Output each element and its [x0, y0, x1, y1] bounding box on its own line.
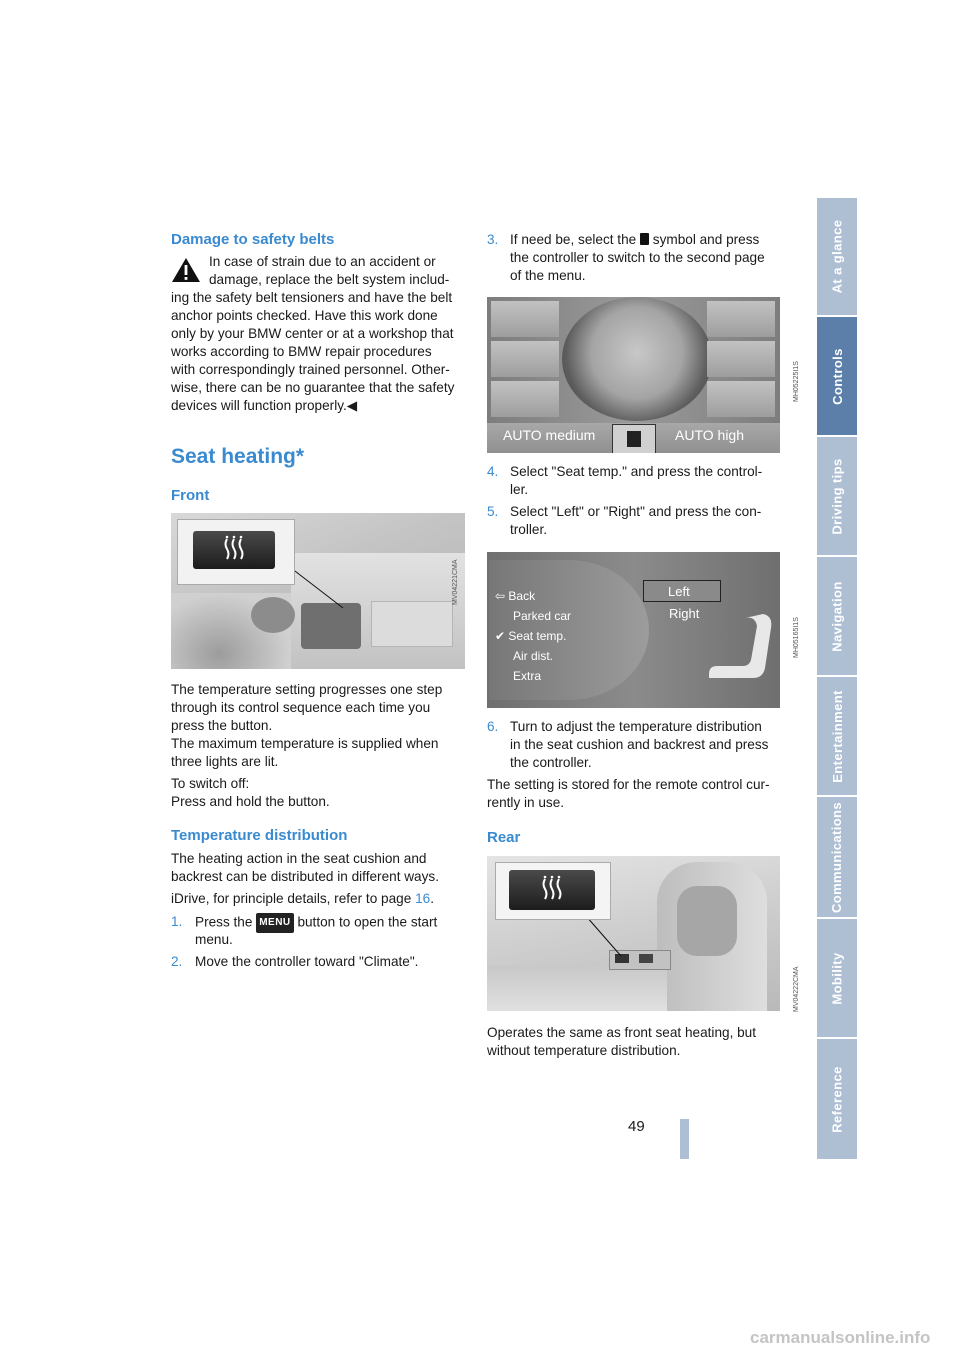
seat-heat-wave-icon [193, 531, 275, 569]
page-marker [680, 1119, 689, 1159]
warning-line-1: In case of strain due to an accident or [209, 254, 436, 269]
step-6-line-1: Turn to adjust the temperature distribution [510, 719, 762, 734]
temp-para-line-2: backrest can be distributed in different ways. [171, 869, 439, 884]
warning-line-9: devices will function properly.◀ [171, 398, 358, 413]
seat-icon [707, 614, 773, 684]
warning-line-2: damage, replace the belt system includ- [209, 272, 450, 287]
front-para2-line-2: Press and hold the button. [171, 794, 330, 809]
rear-seat-heating-photo [487, 856, 780, 1011]
air-middle-icon [491, 341, 559, 377]
page-symbol-tile [612, 424, 656, 453]
step-1-line-2: menu. [195, 932, 233, 947]
step-3-line-2: the controller to switch to the second page [510, 250, 765, 265]
back-arrow-icon: ⇦ [495, 589, 509, 603]
menu-item-parked-car[interactable]: Parked car [513, 609, 572, 623]
page-number: 49 [628, 1118, 645, 1135]
menu-item-extra[interactable]: Extra [513, 669, 542, 683]
tab-controls[interactable]: Controls [817, 317, 857, 435]
idrive-reference: iDrive, for principle details, refer to page 16. [171, 891, 434, 906]
step-2-number: 2. [171, 954, 183, 969]
front-para1-line-5: three lights are lit. [171, 754, 279, 769]
tab-mobility[interactable]: Mobility [817, 919, 857, 1037]
warning-icon [171, 257, 201, 283]
step-6-number: 6. [487, 719, 499, 734]
screen2-code: MH05165I1S [793, 617, 800, 658]
step-3-pre: If need be, select the [510, 232, 637, 247]
front-para1-line-2: through its control sequence each time you [171, 700, 431, 715]
auto-medium-label: AUTO medium [503, 427, 596, 443]
idrive-text: iDrive, for principle details, refer to page [171, 891, 412, 906]
step-3-line-1 [510, 231, 790, 249]
warning-line-7: with correspondingly trained personnel. Other- [171, 362, 450, 377]
step-5-number: 5. [487, 504, 499, 519]
option-left[interactable]: Left [643, 580, 721, 602]
step-4-number: 4. [487, 464, 499, 479]
seat-heating-heading: Seat heating* [171, 445, 305, 468]
menu-item-seat-temp[interactable]: ✔ Seat temp. [495, 629, 567, 643]
step-3-post: symbol and press [652, 232, 760, 247]
stored-line-1: The setting is stored for the remote control cur- [487, 777, 770, 792]
rear-line-1: Operates the same as front seat heating, but [487, 1025, 757, 1040]
step-1-pre: Press the [195, 914, 253, 930]
step-1-line-1 [195, 913, 475, 933]
warning-line-6: works according to BMW repair procedures [171, 344, 432, 359]
auto-high-label: AUTO high [675, 427, 744, 443]
watermark: carmanualsonline.info [750, 1328, 931, 1347]
front-para2-line-1: To switch off: [171, 776, 250, 791]
front-para1-line-4: The maximum temperature is supplied when [171, 736, 439, 751]
step-4-line-1: Select "Seat temp." and press the control- [510, 464, 763, 479]
step-3-line-3: of the menu. [510, 268, 586, 283]
step-3-number: 3. [487, 232, 499, 247]
front-heading: Front [171, 487, 210, 504]
rear-seat-heat-wave-icon [509, 870, 595, 910]
air-up-icon [491, 301, 559, 337]
step-5-line-2: troller. [510, 522, 548, 537]
warning-line-4: anchor points checked. Have this work done [171, 308, 438, 323]
temperature-distribution-heading: Temperature distribution [171, 827, 348, 844]
tab-reference[interactable]: Reference [817, 1039, 857, 1159]
step-6-line-3: the controller. [510, 755, 592, 770]
temp-para-line-1: The heating action in the seat cushion and [171, 851, 427, 866]
air-down-icon [491, 381, 559, 417]
front-para1-line-3: press the button. [171, 718, 273, 733]
step-1-post: button to open the start [297, 914, 438, 930]
air-up-right-icon [707, 301, 775, 337]
tab-navigation[interactable]: Navigation [817, 557, 857, 675]
climate-menu-screen [487, 297, 780, 453]
rear-image-code: MV04222CMA [793, 966, 800, 1012]
step-2-text: Move the controller toward "Climate". [195, 954, 419, 969]
rear-line-2: without temperature distribution. [487, 1043, 681, 1058]
seat-heat-button [193, 531, 275, 569]
warning-line-8: wise, there can be no guarantee that the safety [171, 380, 455, 395]
warning-line-3: ing the safety belt tensioners and have the belt [171, 290, 453, 305]
step-6-line-2: in the seat cushion and backrest and press [510, 737, 769, 752]
tab-at-a-glance[interactable]: At a glance [817, 198, 857, 315]
air-down-right-icon [707, 381, 775, 417]
rear-seat-heat-button [509, 870, 595, 910]
step-4-line-2: ler. [510, 482, 529, 497]
tab-communications[interactable]: Communications [817, 797, 857, 917]
menu-item-back[interactable]: ⇦ Back [495, 589, 536, 603]
option-right[interactable]: Right [669, 606, 700, 621]
menu-item-air-dist[interactable]: Air dist. [513, 649, 554, 663]
front-seat-heating-photo [171, 513, 465, 669]
page-symbol-icon [640, 233, 649, 245]
menu-button-icon: MENU [256, 913, 293, 933]
checkmark-icon: ✔ [495, 629, 509, 643]
step-5-line-1: Select "Left" or "Right" and press the con- [510, 504, 762, 519]
seat-temp-screen [487, 552, 780, 708]
image-code: MV04221CMA [452, 559, 459, 605]
tab-driving-tips[interactable]: Driving tips [817, 437, 857, 555]
stored-line-2: rently in use. [487, 795, 565, 810]
page-link[interactable]: 16 [415, 891, 431, 906]
warning-line-5: only by your BMW center or at a workshop that [171, 326, 454, 341]
front-para1-line-1: The temperature setting progresses one step [171, 682, 443, 697]
step-1-number: 1. [171, 914, 183, 929]
screen1-code: MH05225I1S [793, 361, 800, 402]
air-middle-right-icon [707, 341, 775, 377]
rear-heading: Rear [487, 829, 521, 846]
tab-entertainment[interactable]: Entertainment [817, 677, 857, 795]
damage-heading: Damage to safety belts [171, 231, 335, 248]
